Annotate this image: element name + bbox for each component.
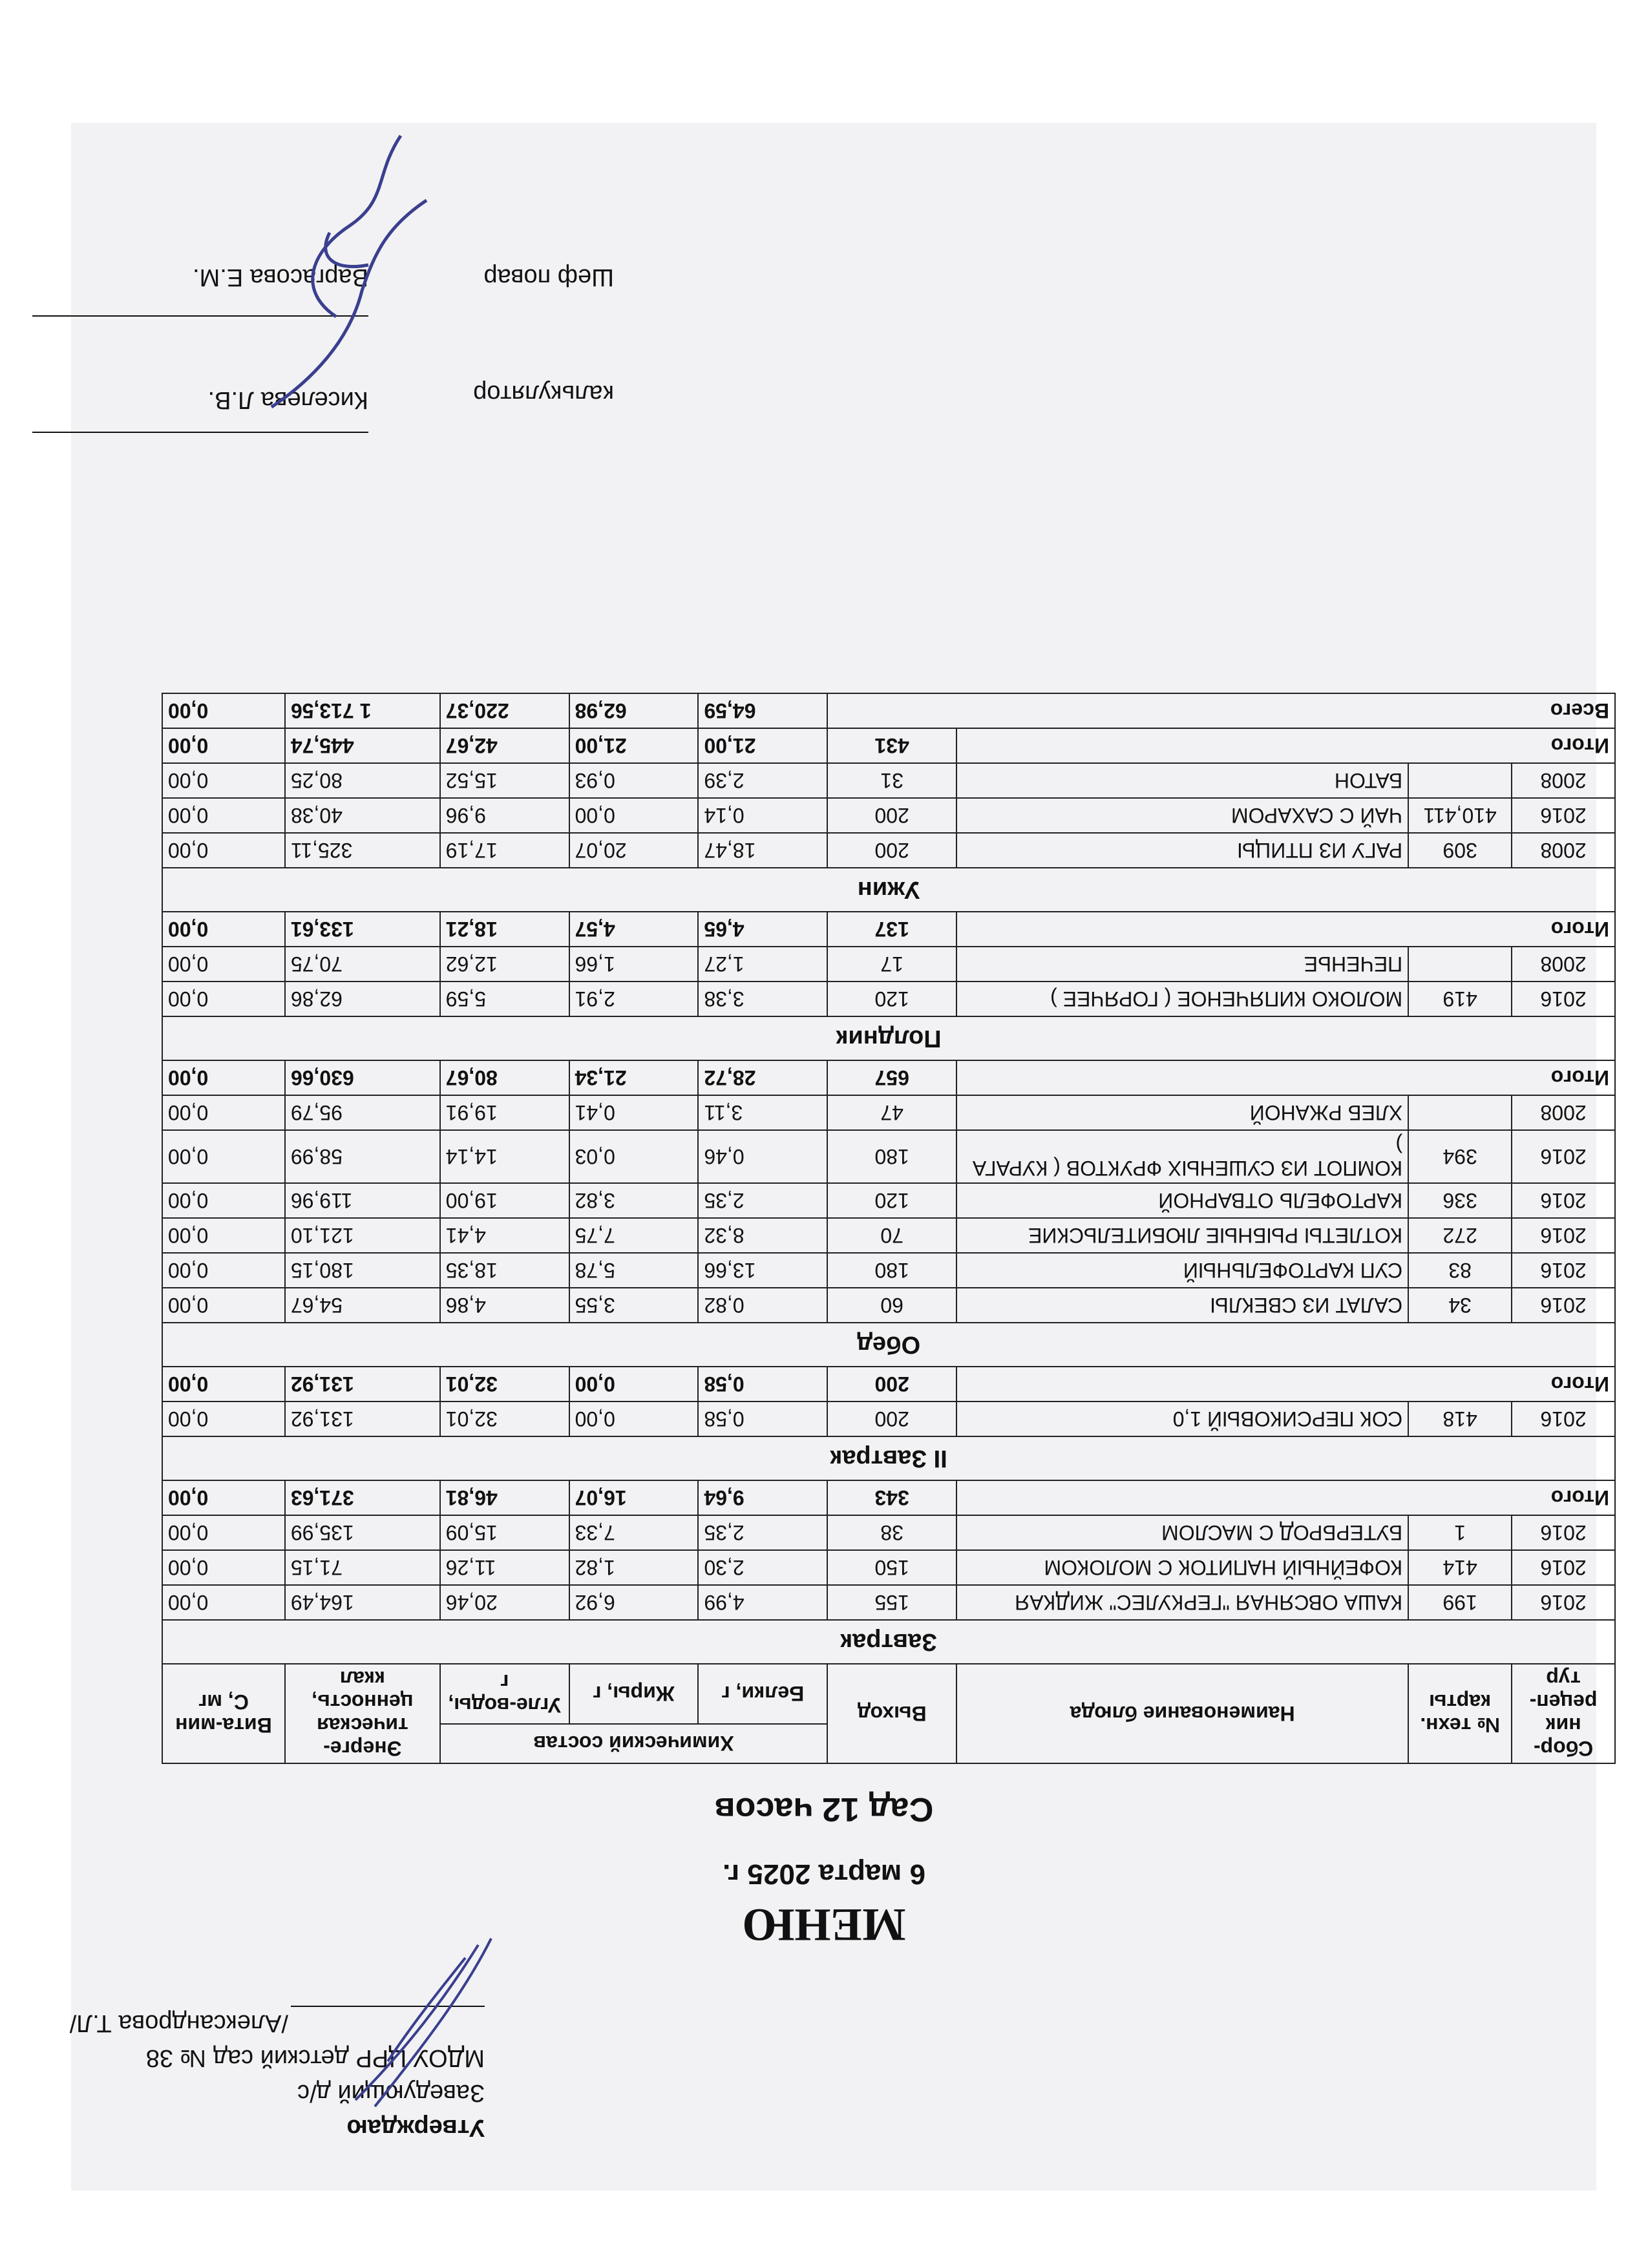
cell-carb: 9,96 — [440, 798, 569, 833]
cell-yield: 120 — [827, 1183, 956, 1218]
table-row — [162, 1550, 1615, 1585]
cell-yield: 60 — [827, 1288, 956, 1323]
table-row — [162, 798, 1615, 833]
cell-vitamin: 0,00 — [162, 798, 285, 833]
cell-card: 394 — [1408, 1130, 1512, 1183]
table-row — [162, 1515, 1615, 1550]
total-fat: 0,00 — [569, 1367, 699, 1402]
total-yield: 431 — [827, 728, 956, 763]
grand-total-row — [162, 693, 1615, 728]
cell-dish: КАРТОФЕЛЬ ОТВАРНОЙ — [956, 1183, 1408, 1218]
cell-card: 309 — [1408, 833, 1512, 868]
cell-card: 410,411 — [1408, 798, 1512, 833]
total-row — [162, 728, 1615, 763]
grand-total-fat: 62,98 — [569, 693, 699, 728]
cell-carb: 19,91 — [440, 1095, 569, 1130]
cell-carb: 18,35 — [440, 1253, 569, 1288]
grand-total-carb: 220,37 — [440, 693, 569, 728]
total-vitamin: 0,00 — [162, 1060, 285, 1095]
cell-protein: 4,99 — [698, 1585, 827, 1620]
cell-card: 414 — [1408, 1550, 1512, 1585]
cell-collection: 2016 — [1512, 1402, 1615, 1436]
cell-fat: 0,00 — [569, 798, 699, 833]
cell-yield: 120 — [827, 982, 956, 1016]
cell-carb: 19,00 — [440, 1183, 569, 1218]
menu-body — [162, 693, 1615, 1664]
cell-dish: МОЛОКО КИПЯЧЕНОЕ ( ГОРЯЧЕЕ ) — [956, 982, 1408, 1016]
grand-total-energy: 1 713,56 — [285, 693, 440, 728]
cell-dish: САЛАТ ИЗ СВЕКЛЫ — [956, 1288, 1408, 1323]
cell-card: 418 — [1408, 1402, 1512, 1436]
cell-collection: 2008 — [1512, 947, 1615, 982]
cell-carb: 15,09 — [440, 1515, 569, 1550]
approval-heading: Утверждаю — [346, 2114, 485, 2141]
table-row — [162, 1183, 1615, 1218]
cell-vitamin: 0,00 — [162, 1402, 285, 1436]
cell-yield: 200 — [827, 1402, 956, 1436]
approval-block — [70, 2006, 485, 2145]
cell-fat: 3,55 — [569, 1288, 699, 1323]
cell-collection: 2016 — [1512, 798, 1615, 833]
section-title: II Завтрак — [162, 1436, 1615, 1480]
cell-dish: СОК ПЕРСИКОВЫЙ 1,0 — [956, 1402, 1408, 1436]
cell-card — [1408, 763, 1512, 798]
approval-signer: /Александрова Т.Л/ — [69, 2010, 288, 2037]
cell-protein: 3,38 — [698, 982, 827, 1016]
menu-date: 6 марта 2025 г. — [723, 1858, 925, 1890]
table-row — [162, 947, 1615, 982]
table-row — [162, 1130, 1615, 1183]
total-row — [162, 912, 1615, 947]
cell-vitamin: 0,00 — [162, 833, 285, 868]
cell-fat: 3,82 — [569, 1183, 699, 1218]
col-collection: Сбор-ник рецеп-тур — [1512, 1664, 1615, 1763]
cell-energy: 70,75 — [285, 947, 440, 982]
cell-vitamin: 0,00 — [162, 982, 285, 1016]
table-row — [162, 833, 1615, 868]
section-title: Полдник — [162, 1016, 1615, 1060]
cell-vitamin: 0,00 — [162, 1218, 285, 1253]
cell-fat: 0,93 — [569, 763, 699, 798]
total-protein: 9,64 — [698, 1480, 827, 1515]
cell-fat: 6,92 — [569, 1585, 699, 1620]
cell-carb: 11,26 — [440, 1550, 569, 1585]
signature-line — [32, 432, 368, 433]
cell-yield: 17 — [827, 947, 956, 982]
col-card: № техн. карты — [1408, 1664, 1512, 1763]
cell-carb: 17,19 — [440, 833, 569, 868]
cell-vitamin: 0,00 — [162, 1253, 285, 1288]
col-protein: Белки, г — [698, 1664, 827, 1724]
cell-protein: 0,14 — [698, 798, 827, 833]
table-row — [162, 1402, 1615, 1436]
cell-card: 1 — [1408, 1515, 1512, 1550]
cell-vitamin: 0,00 — [162, 1515, 285, 1550]
table-row — [162, 1253, 1615, 1288]
total-energy: 445,74 — [285, 728, 440, 763]
total-yield: 657 — [827, 1060, 956, 1095]
cell-fat: 5,78 — [569, 1253, 699, 1288]
cell-protein: 8,32 — [698, 1218, 827, 1253]
cell-fat: 1,82 — [569, 1550, 699, 1585]
header-row-1 — [162, 1724, 1615, 1763]
cell-energy: 54,67 — [285, 1288, 440, 1323]
cell-protein: 2,35 — [698, 1515, 827, 1550]
cell-yield: 38 — [827, 1515, 956, 1550]
grand-total-protein: 64,59 — [698, 693, 827, 728]
section-header-row — [162, 868, 1615, 912]
cell-energy: 180,15 — [285, 1253, 440, 1288]
col-energy: Энерге-тическая ценность, ккал — [285, 1664, 440, 1763]
cell-yield: 180 — [827, 1130, 956, 1183]
section-title: Обед — [162, 1323, 1615, 1367]
section-header-row — [162, 1016, 1615, 1060]
cell-yield: 70 — [827, 1218, 956, 1253]
cell-fat: 0,00 — [569, 1402, 699, 1436]
total-protein: 0,58 — [698, 1367, 827, 1402]
cell-collection: 2016 — [1512, 1585, 1615, 1620]
section-header-row — [162, 1436, 1615, 1480]
cell-energy: 135,99 — [285, 1515, 440, 1550]
total-vitamin: 0,00 — [162, 912, 285, 947]
cell-protein: 3,11 — [698, 1095, 827, 1130]
signature-person: Киселева Л.В. — [207, 386, 368, 414]
cell-energy: 121,10 — [285, 1218, 440, 1253]
menu-table — [162, 693, 1616, 1764]
col-dish: Наименование блюда — [956, 1664, 1408, 1763]
total-energy: 371,63 — [285, 1480, 440, 1515]
cell-protein: 2,30 — [698, 1550, 827, 1585]
cell-collection: 2008 — [1512, 763, 1615, 798]
cell-energy: 40,38 — [285, 798, 440, 833]
total-yield: 200 — [827, 1367, 956, 1402]
col-yield: Выход — [827, 1664, 956, 1763]
cell-vitamin: 0,00 — [162, 1130, 285, 1183]
approval-line-2: МДОУ ЦРР детский сад № 38 — [145, 2044, 485, 2072]
cell-energy: 95,79 — [285, 1095, 440, 1130]
cell-card: 199 — [1408, 1585, 1512, 1620]
cell-dish: КОФЕЙНЫЙ НАПИТОК С МОЛОКОМ — [956, 1550, 1408, 1585]
col-vitamin: Вита-мин С, мг — [162, 1664, 285, 1763]
cell-yield: 155 — [827, 1585, 956, 1620]
cell-fat: 20,07 — [569, 833, 699, 868]
cell-carb: 12,62 — [440, 947, 569, 982]
cell-collection: 2016 — [1512, 1550, 1615, 1585]
cell-protein: 0,58 — [698, 1402, 827, 1436]
cell-protein: 18,47 — [698, 833, 827, 868]
cell-yield: 31 — [827, 763, 956, 798]
total-row — [162, 1060, 1615, 1095]
cell-dish: КАША ОВСЯНАЯ "ГЕРКУЛЕС" ЖИДКАЯ — [956, 1585, 1408, 1620]
cell-yield: 200 — [827, 798, 956, 833]
cell-protein: 2,35 — [698, 1183, 827, 1218]
cell-energy: 71,15 — [285, 1550, 440, 1585]
total-yield: 343 — [827, 1480, 956, 1515]
cell-collection: 2016 — [1512, 1515, 1615, 1550]
cell-card — [1408, 1095, 1512, 1130]
cell-energy: 58,99 — [285, 1130, 440, 1183]
total-energy: 630,66 — [285, 1060, 440, 1095]
cell-fat: 0,41 — [569, 1095, 699, 1130]
cell-card: 272 — [1408, 1218, 1512, 1253]
cell-energy: 62,86 — [285, 982, 440, 1016]
calculator-signature — [233, 123, 465, 420]
cell-card: 34 — [1408, 1288, 1512, 1323]
cell-yield: 150 — [827, 1550, 956, 1585]
cell-energy: 80,25 — [285, 763, 440, 798]
total-carb: 80,67 — [440, 1060, 569, 1095]
cell-card: 83 — [1408, 1253, 1512, 1288]
total-label: Итого — [956, 912, 1615, 947]
cell-dish: ЧАЙ С САХАРОМ — [956, 798, 1408, 833]
cell-carb: 14,14 — [440, 1130, 569, 1183]
total-fat: 21,00 — [569, 728, 699, 763]
cell-fat: 1,66 — [569, 947, 699, 982]
cell-vitamin: 0,00 — [162, 947, 285, 982]
cell-collection: 2016 — [1512, 1183, 1615, 1218]
section-title: Ужин — [162, 868, 1615, 912]
cell-vitamin: 0,00 — [162, 763, 285, 798]
total-fat: 4,57 — [569, 912, 699, 947]
total-vitamin: 0,00 — [162, 1367, 285, 1402]
signature-person: Варгасова Е.М. — [193, 264, 368, 291]
total-protein: 21,00 — [698, 728, 827, 763]
cell-carb: 5,59 — [440, 982, 569, 1016]
table-row — [162, 1095, 1615, 1130]
total-vitamin: 0,00 — [162, 1480, 285, 1515]
cell-protein: 0,82 — [698, 1288, 827, 1323]
grand-total-vitamin: 0,00 — [162, 693, 285, 728]
col-carb: Угле-воды, г — [440, 1664, 569, 1724]
cell-carb: 32,01 — [440, 1402, 569, 1436]
cell-dish: БАТОН — [956, 763, 1408, 798]
table-row — [162, 1585, 1615, 1620]
total-fat: 16,07 — [569, 1480, 699, 1515]
cell-energy: 164,49 — [285, 1585, 440, 1620]
total-label: Итого — [956, 1480, 1615, 1515]
table-row — [162, 1218, 1615, 1253]
cell-protein: 13,66 — [698, 1253, 827, 1288]
total-carb: 46,81 — [440, 1480, 569, 1515]
cell-fat: 2,91 — [569, 982, 699, 1016]
signature-role: калькулятор — [473, 380, 614, 407]
cell-dish: БУТЕРБРОД С МАСЛОМ — [956, 1515, 1408, 1550]
cell-vitamin: 0,00 — [162, 1095, 285, 1130]
cell-dish: КОМПОТ ИЗ СУШЕНЫХ ФРУКТОВ ( КУРАГА ) — [956, 1130, 1408, 1183]
total-label: Итого — [956, 728, 1615, 763]
cell-carb: 20,46 — [440, 1585, 569, 1620]
signature-role: Шеф повар — [483, 264, 614, 291]
cell-collection: 2008 — [1512, 1095, 1615, 1130]
total-row — [162, 1480, 1615, 1515]
total-carb: 32,01 — [440, 1367, 569, 1402]
grand-total-label: Всего — [827, 693, 1615, 728]
total-label: Итого — [956, 1060, 1615, 1095]
section-header-row — [162, 1620, 1615, 1664]
cell-protein: 1,27 — [698, 947, 827, 982]
cell-yield: 180 — [827, 1253, 956, 1288]
total-label: Итого — [956, 1367, 1615, 1402]
cell-fat: 7,75 — [569, 1218, 699, 1253]
cell-energy: 119,96 — [285, 1183, 440, 1218]
col-fat: Жиры, г — [569, 1664, 699, 1724]
cell-card: 419 — [1408, 982, 1512, 1016]
document-title: МЕНЮ — [742, 1899, 906, 1951]
total-carb: 18,21 — [440, 912, 569, 947]
total-protein: 4,65 — [698, 912, 827, 947]
cell-dish: СУП КАРТОФЕЛЬНЫЙ — [956, 1253, 1408, 1288]
section-header-row — [162, 1323, 1615, 1367]
cell-collection: 2016 — [1512, 1130, 1615, 1183]
section-title: Завтрак — [162, 1620, 1615, 1664]
cell-collection: 2016 — [1512, 982, 1615, 1016]
cell-fat: 0,03 — [569, 1130, 699, 1183]
cell-collection: 2016 — [1512, 1288, 1615, 1323]
cell-carb: 4,41 — [440, 1218, 569, 1253]
total-protein: 28,72 — [698, 1060, 827, 1095]
cell-card — [1408, 947, 1512, 982]
total-row — [162, 1367, 1615, 1402]
cell-collection: 2016 — [1512, 1253, 1615, 1288]
cell-dish: ПЕЧЕНЬЕ — [956, 947, 1408, 982]
group-name: Сад 12 часов — [714, 1790, 934, 1828]
cell-energy: 131,92 — [285, 1402, 440, 1436]
director-signature — [336, 1926, 504, 2119]
cell-dish: КОТЛЕТЫ РЫБНЫЕ ЛЮБИТЕЛЬСКИЕ — [956, 1218, 1408, 1253]
table-row — [162, 982, 1615, 1016]
table-row — [162, 763, 1615, 798]
cell-vitamin: 0,00 — [162, 1585, 285, 1620]
cell-protein: 0,46 — [698, 1130, 827, 1183]
cell-carb: 4,86 — [440, 1288, 569, 1323]
cell-protein: 2,39 — [698, 763, 827, 798]
cell-carb: 15,52 — [440, 763, 569, 798]
cell-vitamin: 0,00 — [162, 1550, 285, 1585]
cell-collection: 2008 — [1512, 833, 1615, 868]
cell-card: 336 — [1408, 1183, 1512, 1218]
total-energy: 133,61 — [285, 912, 440, 947]
cell-vitamin: 0,00 — [162, 1288, 285, 1323]
cell-dish: РАГУ ИЗ ПТИЦЫ — [956, 833, 1408, 868]
total-energy: 131,92 — [285, 1367, 440, 1402]
cell-energy: 325,11 — [285, 833, 440, 868]
total-carb: 42,67 — [440, 728, 569, 763]
table-row — [162, 1288, 1615, 1323]
total-vitamin: 0,00 — [162, 728, 285, 763]
col-chem: Химический состав — [440, 1724, 827, 1763]
cell-yield: 47 — [827, 1095, 956, 1130]
cell-dish: ХЛЕБ РЖАНОЙ — [956, 1095, 1408, 1130]
approval-line-1: Заведующий д/с — [297, 2079, 485, 2106]
cell-vitamin: 0,00 — [162, 1183, 285, 1218]
cell-fat: 7,33 — [569, 1515, 699, 1550]
total-yield: 137 — [827, 912, 956, 947]
cell-collection: 2016 — [1512, 1218, 1615, 1253]
total-fat: 21,34 — [569, 1060, 699, 1095]
cell-yield: 200 — [827, 833, 956, 868]
